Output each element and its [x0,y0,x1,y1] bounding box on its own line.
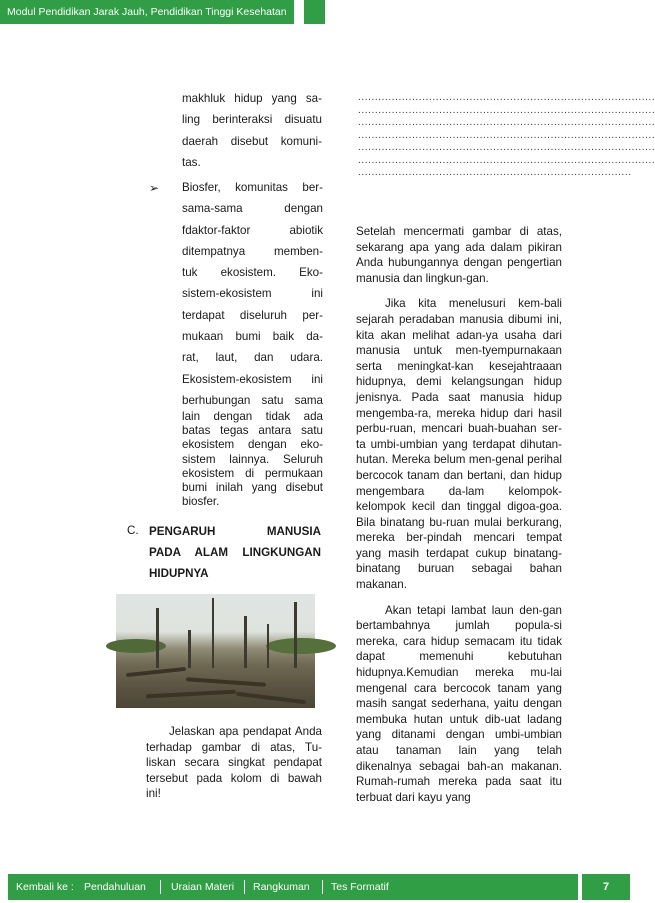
biosfer-end-line: ekosistem dengan eko- [182,438,323,452]
dotted-answer-line: ........................................................................................ [358,104,655,116]
right-column-body [356,224,562,815]
question-line: terhadap gambar di atas, Tu- [146,740,322,754]
question-line: ini! [146,787,161,801]
biosfer-line: sama-sama dengan [182,202,323,216]
body-paragraph: Jika kita menelusuri kem-bali sejarah peradaban manusia dibumi ini, kita akan melihat adan-ya usaha dari manusia untuk men-tyempurnakaan serta meningkat-kan kesejahtraaan hidupnya, demi kelangsungan hidup jenisnya. Pada saat manusia hidup mengemba-ra, mereka hidup dari hasil perbu-ruan, mencari buah-buahan ser-ta umbi-umbian yang terdapat dihutan-hutan. Mereka belum men-genal perihal bercocok tanam dan bertani, dan hidup mengembara da-lam kelompok-kelompok kecil dan tinggal digoa-goa. Bila binatang bu-ruan mulai berkurang, mereka ber-pindah mencari tempat yang masih terdapat cukup binatang-binatang buruan sebagai bahan makanan. [356,297,562,592]
biosfer-line: rat, laut, dan udara. [182,351,323,365]
question-line: tersebut pada kolom di bawah [146,771,322,785]
footer-divider [244,880,245,894]
komunitas-line: daerah disebut komuni- [182,134,322,148]
biosfer-end-line: biosfer. [182,495,220,509]
nav-uraian-materi[interactable]: Uraian Materi [171,881,235,893]
biosfer-end-line: lain dengan tidak ada [182,410,323,423]
dotted-answer-line: ........................................................................................ [358,117,655,128]
biosfer-line: fdaktor-faktor abiotik [182,223,323,237]
biosfer-end-line: batas tegas antara satu [182,424,323,438]
biosfer-line: sistem-ekosistem ini [182,287,323,301]
arrow-bullet-icon: ➢ [149,181,160,195]
answer-dotted-lines [358,92,655,180]
header-accent-block [304,0,325,24]
section-heading [149,521,321,584]
dotted-answer-line: ........................................................................................ [358,92,655,103]
komunitas-line: ling berinteraksi disuatu [182,113,322,127]
biosfer-line: Biosfer, komunitas ber- [182,181,323,194]
nav-pendahuluan[interactable]: Pendahuluan [84,881,146,893]
footer-kembali-label: Kembali ke : [16,881,74,893]
biosfer-end-line: ekosistem di permukaan [182,466,323,480]
dotted-answer-line: ........................................................................................ [358,154,655,166]
deforestation-photo [116,594,315,708]
dotted-answer-line: ................................................................................. [358,167,632,178]
nav-rangkuman[interactable]: Rangkuman [253,881,310,893]
biosfer-line: mukaan bumi baik da- [182,330,323,344]
section-letter: C. [127,524,139,537]
dotted-answer-line: ........................................................................................ [358,129,655,141]
biosfer-line: tuk ekosistem. Eko- [182,266,323,280]
nav-tes-formatif[interactable]: Tes Formatif [331,881,389,893]
dotted-answer-line: ........................................................................................ [358,142,655,153]
paragraph-komunitas [182,88,322,173]
biosfer-line: ditempatnya memben- [182,244,323,258]
section-heading-line: PENGARUH MANUSIA [149,525,321,538]
komunitas-line: makhluk hidup yang sa- [182,92,322,105]
biosfer-line: Ekosistem-ekosistem ini [182,372,323,386]
biosfer-end-line: bumi inilah yang disebut [182,481,323,495]
footer-divider [160,880,161,894]
footer-navigation [8,874,578,900]
body-paragraph: Akan tetapi lambat laun den-gan bertambahnya jumlah popula-si mereka, cara hidup semacam itu tidak dapat memenuhi kebutuhan hidupnya.Kemudian mereka mu-lai mengenal cara bercocok tanam yang masih sangat sederhana, yaitu dengan membuka hutan untuk dib-uat ladang yang ditanami dengan umbi-umbian atau tanaman lain yang telah dikenalnya sebagai bah-an makanan. Rumah-rumah mereka pada saat itu terbuat dari kayu yang [356,603,562,804]
section-heading-line: HIDUPNYA [149,567,209,580]
paragraph-biosfer [182,177,323,411]
question-line: liskan secara singkat pendapat [146,756,322,770]
page-number: 7 [582,874,630,900]
question-prompt [146,724,322,802]
module-header: Modul Pendidikan Jarak Jauh, Pendidikan Tinggi Kesehatan [0,0,294,24]
biosfer-line: terdapat diseluruh per- [182,308,323,322]
question-line: Jelaskan apa pendapat Anda [169,725,322,738]
section-heading-line: PADA ALAM LINGKUNGAN [149,546,321,559]
biosfer-line: berhubungan satu sama [182,393,323,407]
paragraph-biosfer-end [182,410,323,509]
footer-divider [322,880,323,894]
body-paragraph: Setelah mencermati gambar di atas, sekarang apa yang ada dalam pikiran Anda hubungannya dengan pengertian manusia dan lingkun-gan. [356,225,562,285]
biosfer-end-line: sistem lainnya. Seluruh [182,452,323,466]
komunitas-line: tas. [182,155,201,169]
